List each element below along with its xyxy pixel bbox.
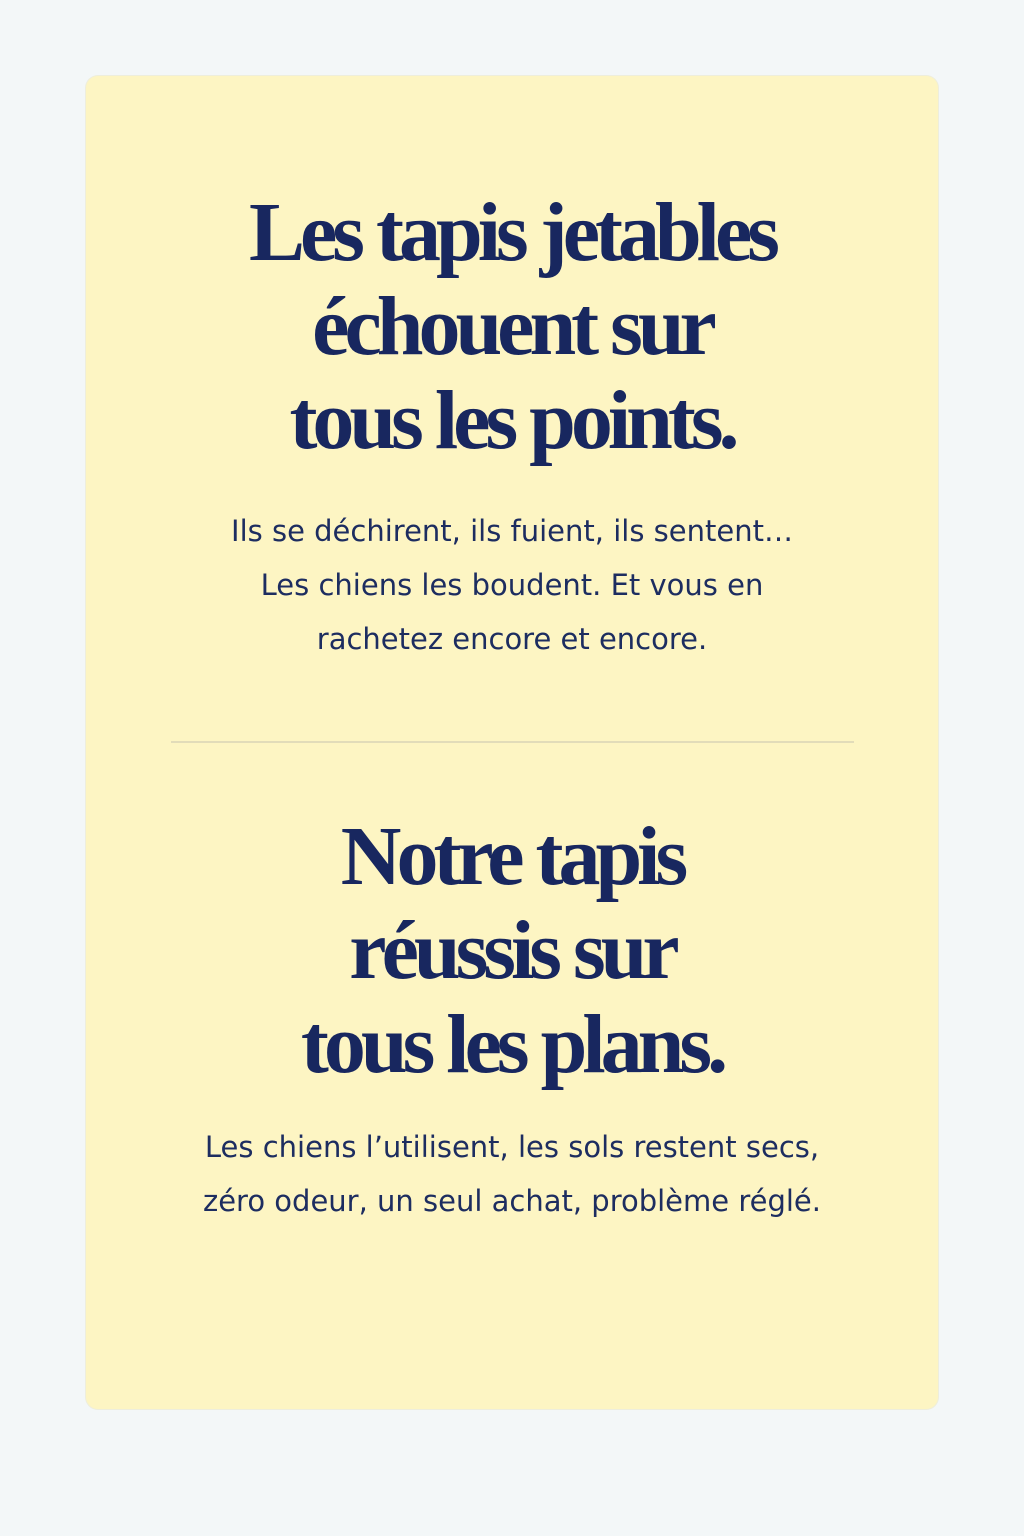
problem-heading-block [86,186,938,468]
solution-heading [86,810,938,1092]
solution-description [86,1120,938,1228]
solution-heading-line-2: réussis sur [349,904,675,997]
problem-description-line-3: rachetez encore et encore. [316,622,708,656]
problem-heading-line-1: Les tapis jetables [249,186,775,279]
solution-description-line-2: zéro odeur, un seul achat, problème réglé. [202,1184,821,1218]
problem-heading-line-3: tous les points. [289,374,735,467]
solution-description-line-1: Les chiens l’utilisent, les sols restent secs, [204,1130,820,1164]
solution-heading-line-3: tous les plans. [300,998,724,1091]
solution-heading-block [86,810,938,1092]
problem-description-block [86,504,938,666]
problem-heading-line-2: échouent sur [312,280,712,373]
problem-description-line-1: Ils se déchirent, ils fuient, ils sentent… [231,514,793,548]
solution-description-block [86,1120,938,1228]
section-divider [171,741,854,743]
problem-heading [86,186,938,468]
solution-heading-line-1: Notre tapis [340,810,684,903]
content-card [86,76,938,1409]
problem-description-line-2: Les chiens les boudent. Et vous en [260,568,764,602]
problem-description [86,504,938,666]
